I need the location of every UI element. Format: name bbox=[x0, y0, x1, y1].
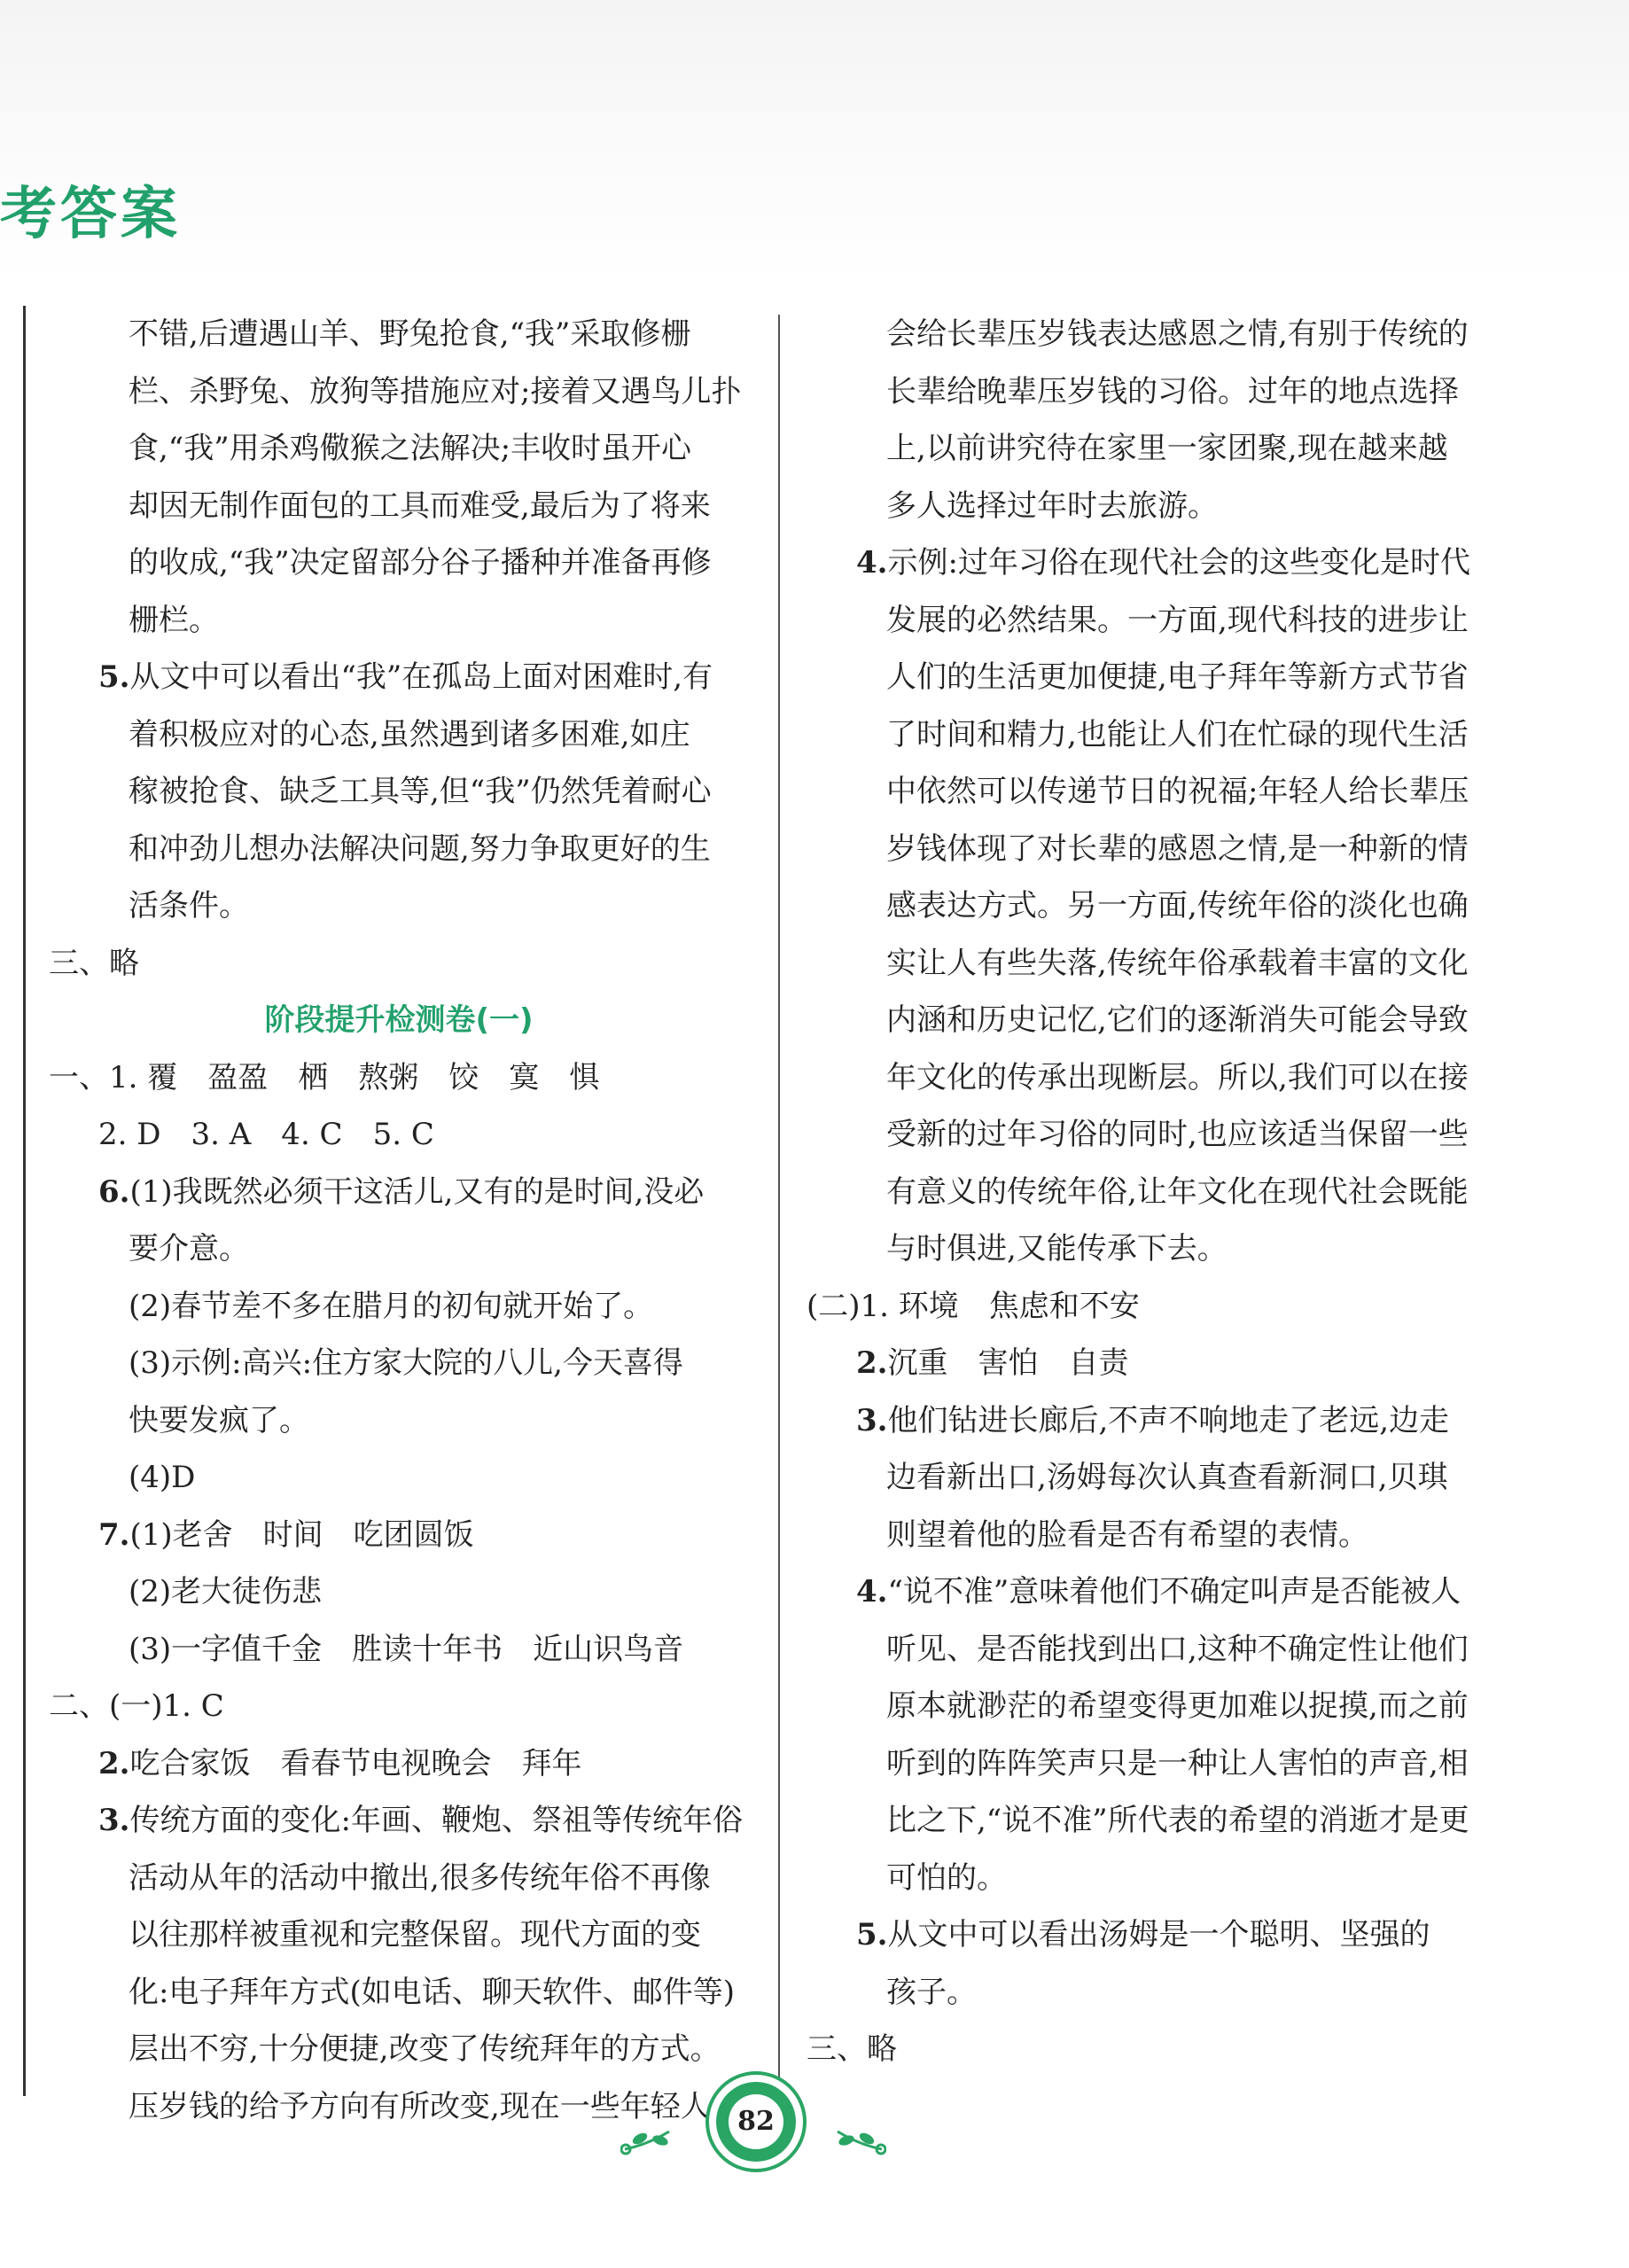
answer-line: 却因无制作面包的工具而难受,最后为了将来 bbox=[129, 487, 711, 524]
answer-line: 三、略 bbox=[807, 2031, 897, 2067]
answer-line: 层出不穷,十分便捷,改变了传统拜年的方式。 bbox=[129, 2031, 721, 2067]
answer-line: 孩子。 bbox=[886, 1974, 977, 2010]
answer-line: 可怕的。 bbox=[886, 1859, 1007, 1896]
answer-line: (4)D bbox=[129, 1460, 196, 1495]
answer-line: 实让人有些失落,传统年俗承载着丰富的文化 bbox=[886, 945, 1469, 981]
answer-line: 快要发疯了。 bbox=[129, 1402, 309, 1438]
answer-line: 活动从年的活动中撤出,很多传统年俗不再像 bbox=[129, 1859, 711, 1896]
answer-line: 的收成,“我”决定留部分谷子播种并准备再修 bbox=[129, 545, 712, 581]
answer-text: 他们钻进长廊后,不声不响地走了老远,边走 bbox=[887, 1402, 1450, 1438]
answer-line: (2)春节差不多在腊月的初旬就开始了。 bbox=[129, 1288, 654, 1324]
answer-line: 栅栏。 bbox=[129, 602, 219, 638]
answer-line: (二)1. 环境 焦虑和不安 bbox=[807, 1288, 1140, 1324]
answer-text: “说不准”意味着他们不确定叫声是否能被人 bbox=[887, 1574, 1461, 1609]
answer-line bbox=[49, 1735, 749, 1793]
question-number: 3. bbox=[98, 1803, 130, 1838]
answer-line: 着积极应对的心态,虽然遇到诸多困难,如庄 bbox=[129, 716, 690, 752]
answer-line: 不错,后遭遇山羊、野兔抢食,“我”采取修栅 bbox=[129, 316, 691, 352]
answer-line: 稼被抢食、缺乏工具等,但“我”仍然凭着耐心 bbox=[129, 774, 712, 809]
answer-text: 从文中可以看出“我”在孤岛上面对困难时,有 bbox=[129, 659, 713, 695]
answer-line: 有意义的传统年俗,让年文化在现代社会既能 bbox=[886, 1173, 1469, 1210]
answer-line: (2)老大徒伤悲 bbox=[129, 1574, 323, 1609]
page-title: 考答案 bbox=[0, 182, 181, 247]
answer-line: 则望着他的脸看是否有希望的表情。 bbox=[886, 1516, 1368, 1553]
answer-line: 食,“我”用杀鸡儆猴之法解决;丰收时虽开心 bbox=[129, 431, 692, 466]
answer-line: 了时间和精力,也能让人们在忙碌的现代生活 bbox=[886, 716, 1469, 752]
section-title: 阶段提升检测卷(一) bbox=[264, 1002, 534, 1038]
question-number: 3. bbox=[856, 1402, 888, 1438]
answer-text: 沉重 害怕 自责 bbox=[887, 1345, 1129, 1381]
answer-text: 从文中可以看出汤姆是一个聪明、坚强的 bbox=[887, 1917, 1430, 1952]
question-number: 4. bbox=[856, 1574, 888, 1609]
answer-line bbox=[49, 1507, 749, 1564]
answer-line bbox=[807, 1563, 1507, 1621]
answer-line: 人们的生活更加便捷,电子拜年等新方式节省 bbox=[886, 659, 1469, 695]
right-column bbox=[807, 306, 1507, 2078]
question-number: 5. bbox=[856, 1917, 888, 1952]
answer-line: 内涵和历史记忆,它们的逐渐消失可能会导致 bbox=[886, 1002, 1469, 1038]
answer-line bbox=[49, 1792, 749, 1850]
answer-line bbox=[49, 1164, 749, 1221]
question-number: 7. bbox=[98, 1516, 130, 1553]
answer-line: 原本就渺茫的希望变得更加难以捉摸,而之前 bbox=[886, 1688, 1469, 1724]
answer-line: 三、略 bbox=[49, 945, 139, 981]
answer-line: 和冲劲儿想办法解决问题,努力争取更好的生 bbox=[129, 830, 711, 867]
answer-line: 岁钱体现了对长辈的感恩之情,是一种新的情 bbox=[886, 830, 1469, 867]
answer-line: 发展的必然结果。一方面,现代科技的进步让 bbox=[886, 602, 1469, 638]
answer-text: (1)老舍 时间 吃团圆饭 bbox=[129, 1516, 474, 1553]
answer-line bbox=[49, 649, 749, 706]
answer-line: 听到的阵阵笑声只是一种让人害怕的声音,相 bbox=[886, 1745, 1469, 1781]
answer-line: 感表达方式。另一方面,传统年俗的淡化也确 bbox=[886, 888, 1469, 924]
answer-line: 比之下,“说不准”所代表的希望的消逝才是更 bbox=[886, 1803, 1469, 1838]
answer-line: 会给长辈压岁钱表达感恩之情,有别于传统的 bbox=[886, 316, 1469, 352]
answer-line: 边看新出口,汤姆每次认真查看新洞口,贝琪 bbox=[886, 1460, 1448, 1495]
answer-line: 上,以前讲究待在家里一家团聚,现在越来越 bbox=[886, 431, 1448, 466]
answer-line bbox=[807, 1392, 1507, 1450]
answer-line: 长辈给晚辈压岁钱的习俗。过年的地点选择 bbox=[886, 373, 1459, 409]
column-divider bbox=[778, 315, 780, 2096]
answer-line: 受新的过年习俗的同时,也应该适当保留一些 bbox=[886, 1117, 1469, 1152]
answer-text: 吃合家饭 看春节电视晚会 拜年 bbox=[129, 1745, 582, 1781]
left-margin-rule bbox=[23, 306, 26, 2096]
question-number: 2. bbox=[98, 1745, 130, 1781]
left-column bbox=[49, 306, 749, 2135]
answer-line bbox=[807, 1906, 1507, 1964]
question-number: 2. bbox=[856, 1345, 888, 1381]
answer-line: 听见、是否能找到出口,这种不确定性让他们 bbox=[886, 1631, 1469, 1667]
answer-line: (3)示例:高兴:住方家大院的八儿,今天喜得 bbox=[129, 1345, 683, 1381]
answer-line: 活条件。 bbox=[129, 888, 249, 924]
answer-line: 化:电子拜年方式(如电话、聊天软件、邮件等) bbox=[129, 1974, 735, 2010]
page-footer bbox=[620, 2078, 886, 2167]
left-sprig-icon bbox=[620, 2114, 691, 2158]
answer-line: 中依然可以传递节日的祝福;年轻人给长辈压 bbox=[886, 774, 1469, 809]
question-number: 4. bbox=[856, 545, 888, 581]
page-number-badge bbox=[716, 2082, 796, 2162]
answer-line: 年文化的传承出现断层。所以,我们可以在接 bbox=[886, 1059, 1469, 1095]
answer-line: 与时俱进,又能传承下去。 bbox=[886, 1231, 1228, 1266]
page-number: 82 bbox=[729, 2094, 783, 2149]
answer-line: 2. D 3. A 4. C 5. C bbox=[98, 1117, 434, 1152]
answer-text: 示例:过年习俗在现代社会的这些变化是时代 bbox=[887, 545, 1470, 581]
right-sprig-icon bbox=[815, 2114, 886, 2158]
answer-line: 二、(一)1. C bbox=[49, 1688, 224, 1724]
answer-line: 压岁钱的给予方向有所改变,现在一些年轻人 bbox=[129, 2088, 711, 2124]
answer-line: 要介意。 bbox=[129, 1231, 249, 1266]
answer-line: 以往那样被重视和完整保留。现代方面的变 bbox=[129, 1917, 701, 1952]
question-number: 6. bbox=[98, 1173, 130, 1210]
answer-line: 多人选择过年时去旅游。 bbox=[886, 487, 1218, 524]
answer-line: (3)一字值千金 胜读十年书 近山识鸟音 bbox=[129, 1631, 684, 1667]
answer-text: 传统方面的变化:年画、鞭炮、祭祖等传统年俗 bbox=[129, 1803, 743, 1838]
answer-text: (1)我既然必须干这活儿,又有的是时间,没必 bbox=[129, 1173, 705, 1210]
answer-line: 一、1. 覆 盈盈 栖 熬粥 饺 寞 惧 bbox=[49, 1059, 600, 1095]
question-number: 5. bbox=[98, 659, 130, 695]
answer-line bbox=[807, 1335, 1507, 1392]
answer-line: 栏、杀野兔、放狗等措施应对;接着又遇鸟儿扑 bbox=[129, 373, 742, 409]
answer-line bbox=[807, 534, 1507, 592]
